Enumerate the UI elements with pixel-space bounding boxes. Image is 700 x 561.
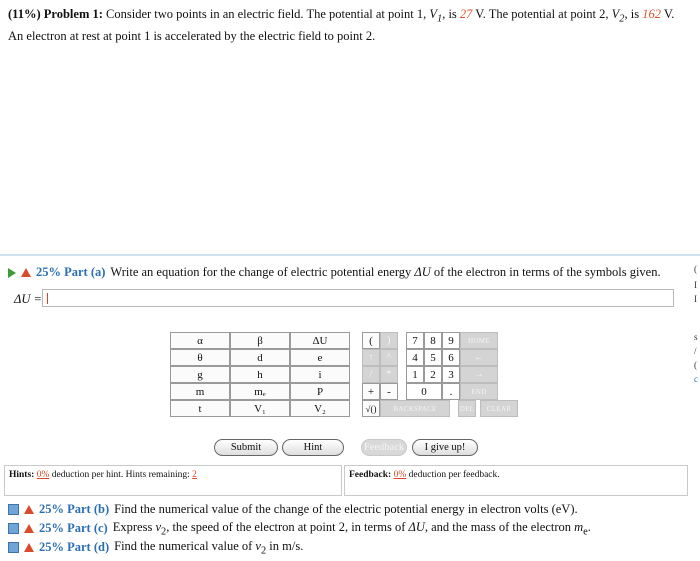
part-b-text: Find the numerical value of the change of the electric potential energy in electron volts (eV). (114, 502, 578, 516)
key-clear: CLEAR (480, 400, 518, 417)
v1-symbol: $V_1$ (429, 7, 443, 25)
problem-text-e: V. An electron at rest at point 1 is accelerated by the electric field to point 2. (8, 7, 675, 43)
key-alpha[interactable]: α (170, 332, 230, 349)
key-home: HOME (460, 332, 498, 349)
key-dot[interactable]: . (442, 383, 460, 400)
feedback-box (344, 465, 688, 496)
v2-symbol: $V_2$ (611, 7, 625, 25)
key-1[interactable]: 1 (406, 366, 424, 383)
problem-text-c: V. The potential at point 2, (472, 7, 612, 21)
part-d-percent: 25% Part (d) (39, 540, 110, 555)
key-star: * (380, 366, 398, 383)
hints-box (4, 465, 342, 496)
key-v2[interactable]: V₂ (290, 400, 350, 417)
key-g[interactable]: g (170, 366, 230, 383)
part-d-text: Find the numerical value of $v_2$ in m/s. (114, 539, 304, 557)
key-8[interactable]: 8 (424, 332, 442, 349)
collapsed-part-icon[interactable] (8, 542, 19, 553)
part-c-header[interactable] (8, 520, 591, 538)
key-5[interactable]: 5 (424, 349, 442, 366)
part-d-header[interactable] (8, 539, 303, 557)
hints-text: Hints: 0% deduction per hint. Hints remaining: 2 (9, 470, 197, 480)
key-delta-u[interactable]: ΔU (290, 332, 350, 349)
right-edge-char: ( (694, 264, 697, 274)
key-p[interactable]: P (290, 383, 350, 400)
key-backspace: BACKSPACE (380, 400, 450, 417)
key-me[interactable]: mₑ (230, 383, 290, 400)
key-e[interactable]: e (290, 349, 350, 366)
key-theta[interactable]: θ (170, 349, 230, 366)
key-up: ↑ (362, 349, 380, 366)
collapsed-part-icon[interactable] (8, 523, 19, 534)
submit-button[interactable]: Submit (214, 439, 278, 456)
key-v1[interactable]: V₁ (230, 400, 290, 417)
key-i[interactable]: i (290, 366, 350, 383)
key-end: END (460, 383, 498, 400)
key-beta[interactable]: β (230, 332, 290, 349)
key-h[interactable]: h (230, 366, 290, 383)
problem-prefix: (11%) Problem 1: (8, 7, 103, 21)
v1-value: 27 (459, 7, 473, 21)
hint-button[interactable]: Hint (282, 439, 344, 456)
key-3[interactable]: 3 (442, 366, 460, 383)
key-6[interactable]: 6 (442, 349, 460, 366)
warning-icon (24, 543, 34, 552)
problem-statement (8, 6, 692, 45)
key-minus[interactable]: - (380, 383, 398, 400)
key-slash: / (362, 366, 380, 383)
right-edge-char: ( (694, 360, 697, 370)
right-edge-char: c (694, 374, 698, 384)
key-sqrt[interactable]: √() (362, 400, 380, 417)
key-close-paren: ) (380, 332, 398, 349)
key-t[interactable]: t (170, 400, 230, 417)
expand-arrow-icon[interactable] (8, 268, 16, 278)
key-right: → (460, 366, 498, 383)
key-open-paren[interactable]: ( (362, 332, 380, 349)
key-m[interactable]: m (170, 383, 230, 400)
key-d[interactable]: d (230, 349, 290, 366)
feedback-text: Feedback: 0% deduction per feedback. (349, 470, 500, 480)
right-edge-char: / (694, 346, 697, 356)
give-up-button[interactable]: I give up! (412, 439, 478, 456)
key-2[interactable]: 2 (424, 366, 442, 383)
right-edge-char: s (694, 332, 698, 342)
v2-value: 162 (642, 7, 661, 21)
part-a-header[interactable] (8, 265, 661, 280)
section-divider (0, 254, 700, 256)
answer-label: ΔU = (14, 292, 42, 306)
problem-text-b: , is (442, 7, 460, 21)
warning-icon (24, 524, 34, 533)
part-c-text: Express $v_2$, the speed of the electron at point 2, in terms of ΔU, and the mass of the electron $m_e$. (112, 520, 591, 538)
key-4[interactable]: 4 (406, 349, 424, 366)
key-caret: ^ (380, 349, 398, 366)
answer-input[interactable] (42, 289, 674, 307)
part-b-percent: 25% Part (b) (39, 502, 110, 516)
right-edge-char: I (694, 280, 697, 290)
problem-text-d: , is (624, 7, 643, 21)
part-c-percent: 25% Part (c) (39, 521, 108, 536)
feedback-button: Feedback (361, 439, 407, 456)
part-b-header[interactable] (8, 502, 578, 517)
key-left: ← (460, 349, 498, 366)
key-7[interactable]: 7 (406, 332, 424, 349)
key-9[interactable]: 9 (442, 332, 460, 349)
part-a-percent: 25% Part (a) (36, 265, 106, 279)
part-a-text: Write an equation for the change of electric potential energy ΔU of the electron in terms of the symbols given. (110, 265, 661, 279)
right-edge-char: I (694, 294, 697, 304)
text-cursor (47, 293, 48, 304)
warning-icon (24, 505, 34, 514)
key-del: DEL (458, 400, 476, 417)
problem-text-a: Consider two points in an electric field. The potential at point 1, (102, 7, 430, 21)
collapsed-part-icon[interactable] (8, 504, 19, 515)
warning-icon (21, 268, 31, 277)
key-plus[interactable]: + (362, 383, 380, 400)
key-0[interactable]: 0 (406, 383, 442, 400)
